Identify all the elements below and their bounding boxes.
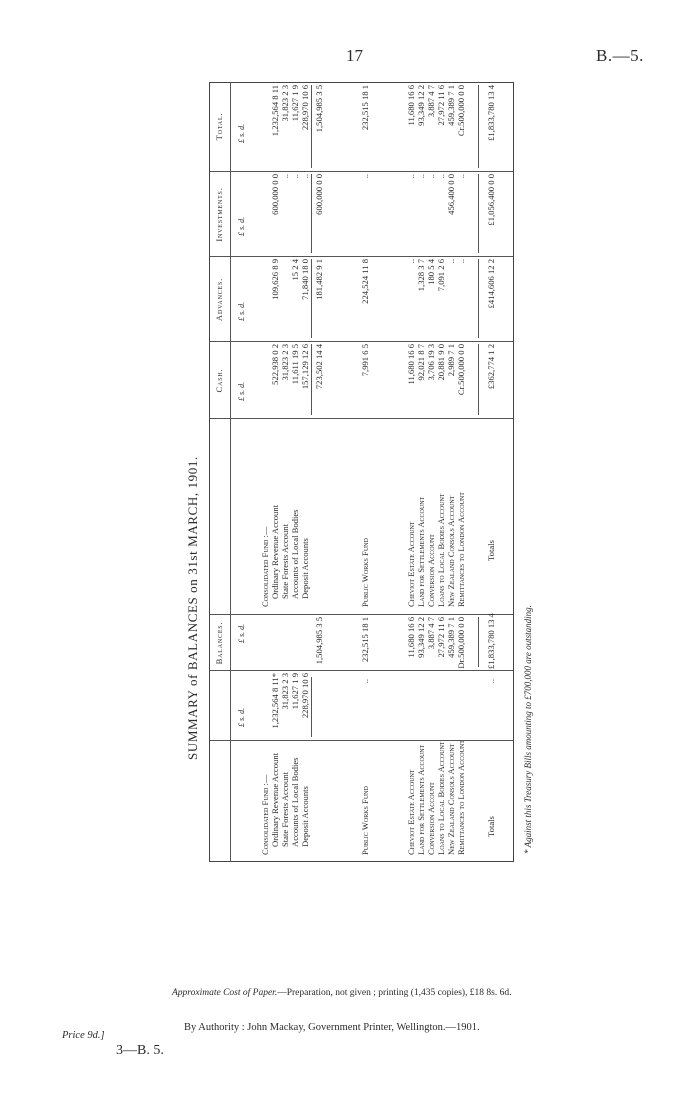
cash-cell: 31,823 2 3 — [280, 344, 290, 381]
column-rule — [210, 418, 513, 419]
investments-cell: .. — [406, 174, 416, 179]
cash-cell: 522,938 0 2 — [270, 344, 280, 385]
money-units: £ s. d. — [237, 381, 246, 401]
header-cash: Cash. — [214, 368, 224, 393]
amount-cell: 1,232,564 8 11* — [270, 673, 280, 729]
advances-cell: 7,091 2 6 — [436, 259, 446, 292]
investments-cell: 600,000 0 0 — [314, 174, 324, 215]
balance-cell: 11,680 16 6 — [406, 617, 416, 658]
balance-cell: 27,972 11 6 — [436, 617, 446, 658]
row-label: Accounts of Local Bodies — [290, 509, 300, 599]
document-reference: B.—5. — [596, 46, 644, 65]
cash-cell: 7,991 6 5 — [360, 344, 370, 377]
total-cell: 3,887 4 7 — [426, 85, 436, 118]
advances-cell: .. — [446, 259, 456, 264]
advances-cell: .. — [406, 259, 416, 264]
header-total: Total. — [214, 112, 224, 141]
row-label: Public Works Fund — [360, 786, 370, 855]
totals-rule — [478, 617, 479, 667]
total-cell: 11,680 16 6 — [406, 85, 416, 126]
totals-rule — [478, 174, 479, 253]
advances-cell: 71,840 18 0 — [300, 259, 310, 300]
cash-cell: 157,129 12 6 — [300, 344, 310, 390]
header-advances: Advances. — [214, 277, 224, 322]
balance-cell: 1,504,985 3 5 — [314, 617, 324, 665]
advances-cell: 15 2 4 — [290, 259, 300, 281]
row-label: Conversion Account — [426, 534, 436, 607]
investments-cell: 600,000 0 0 — [270, 174, 280, 215]
row-label: Conversion Account — [426, 782, 436, 855]
total-cell: 1,232,564 8 11 — [270, 85, 280, 137]
subtotal-rule — [311, 677, 312, 737]
approx-cost-label: Approximate Cost of Paper. — [172, 988, 278, 998]
total-cell: 459,389 7 1 — [446, 85, 456, 126]
approx-cost-text: —Preparation, not given ; printing (1,435 copies), £18 8s. 6d. — [277, 988, 512, 998]
cash-cell: Cr.500,000 0 0 — [456, 344, 466, 396]
amount-cell: 11,627 1 9 — [290, 673, 300, 710]
investments-cell: .. — [360, 174, 370, 179]
consolidated-heading: Consolidated Fund :— — [260, 774, 270, 855]
totals-rule — [478, 344, 479, 415]
advances-cell: 224,524 11 8 — [360, 259, 370, 304]
row-label: New Zealand Consols Account — [446, 495, 456, 607]
balance-cell: 232,515 18 1 — [360, 617, 370, 663]
row-label: Public Works Fund — [360, 538, 370, 607]
cash-cell: 20,881 9 0 — [436, 344, 446, 381]
approximate-cost — [172, 988, 512, 998]
row-label: Land for Settlements Account — [416, 744, 426, 855]
footnote-block — [523, 605, 533, 854]
consolidated-heading: Consolidated Fund :— — [260, 526, 270, 607]
row-label: Ordinary Revenue Account — [270, 752, 280, 847]
column-rule — [210, 171, 513, 172]
advances-cell: £414,606 12 2 — [486, 259, 496, 309]
investments-cell: .. — [290, 174, 300, 179]
price-label: Price 9d.] — [62, 1030, 105, 1041]
row-label: Remittances to London Account — [456, 740, 466, 855]
investments-cell: 456,400 0 0 — [446, 174, 456, 215]
row-label: Cheviot Estate Account — [406, 521, 416, 607]
amount-cell: .. — [486, 679, 496, 684]
authority-line: By Authority : John Mackay, Government Printer, Wellington.—1901. — [184, 1022, 480, 1033]
investments-cell: .. — [426, 174, 436, 179]
money-units: £ s. d. — [237, 301, 246, 321]
subtotal-rule — [311, 344, 312, 415]
investments-cell: £1,056,400 0 0 — [486, 174, 496, 226]
cash-cell: 2,989 7 1 — [446, 344, 456, 377]
row-label: Deposit Accounts — [300, 538, 310, 599]
totals-rule — [478, 85, 479, 168]
amount-cell: 31,823 2 3 — [280, 673, 290, 710]
subtotal-rule — [311, 259, 312, 338]
row-label: Loans to Local Bodies Account — [436, 741, 446, 855]
totals-label: Totals — [486, 816, 496, 837]
title-block — [185, 456, 201, 760]
subtotal-rule — [311, 85, 312, 168]
advances-cell: .. — [456, 259, 466, 264]
balance-cell: Dr.500,000 0 0 — [456, 617, 466, 669]
row-label: New Zealand Consols Account — [446, 743, 456, 855]
investments-cell: .. — [280, 174, 290, 179]
advances-cell: 109,626 8 9 — [270, 259, 280, 300]
money-units: £ s. d. — [237, 123, 246, 143]
footnote: * Against this Treasury Bills amounting to £700,000 are outstanding. — [523, 605, 533, 854]
row-label: Accounts of Local Bodies — [290, 757, 300, 847]
subtotal-rule — [311, 174, 312, 253]
row-label: Cheviot Estate Account — [406, 769, 416, 855]
cash-cell: 11,611 19 5 — [290, 344, 300, 385]
total-cell: 232,515 18 1 — [360, 85, 370, 131]
column-rule — [210, 341, 513, 342]
advances-cell: 180 5 4 — [426, 259, 436, 285]
total-cell: Cr.500,000 0 0 — [456, 85, 466, 137]
total-cell: 11,627 1 9 — [290, 85, 300, 122]
balance-cell: 3,887 4 7 — [426, 617, 436, 650]
advances-cell: 1,328 3 7 — [416, 259, 426, 292]
cash-cell: 723,502 14 4 — [314, 344, 324, 390]
row-label: Ordinary Revenue Account — [270, 504, 280, 599]
money-units: £ s. d. — [237, 216, 246, 236]
signature-mark: 3—B. 5. — [116, 1043, 164, 1058]
column-rule — [210, 740, 513, 741]
row-label: Land for Settlements Account — [416, 496, 426, 607]
amount-cell: 228,970 10 6 — [300, 673, 310, 719]
cash-cell: 3,706 19 3 — [426, 344, 436, 381]
investments-cell: .. — [416, 174, 426, 179]
header-investments: Investments. — [214, 187, 224, 242]
page-number: 17 — [346, 46, 363, 65]
summary-table — [209, 82, 514, 862]
row-label: Deposit Accounts — [300, 786, 310, 847]
money-units: £ s. d. — [237, 707, 246, 727]
column-rule — [210, 614, 513, 615]
total-cell: 1,504,985 3 5 — [314, 85, 324, 133]
investments-cell: .. — [436, 174, 446, 179]
cash-cell: 92,021 8 7 — [416, 344, 426, 381]
row-label: Loans to Local Bodies Account — [436, 493, 446, 607]
summary-table-block — [209, 82, 514, 862]
row-label: State Forests Account — [280, 772, 290, 847]
total-cell: £1,833,780 13 4 — [486, 85, 496, 141]
cash-cell: £362,774 1 2 — [486, 344, 496, 390]
column-rule — [210, 670, 513, 671]
balance-cell: 459,389 7 1 — [446, 617, 456, 658]
advances-cell: 181,482 9 1 — [314, 259, 324, 300]
header-rule — [230, 83, 231, 861]
total-cell: 93,349 12 2 — [416, 85, 426, 126]
row-label: Remittances to London Account — [456, 492, 466, 607]
total-cell: 31,823 2 3 — [280, 85, 290, 122]
money-units: £ s. d. — [237, 623, 246, 643]
column-rule — [210, 256, 513, 257]
amount-cell: .. — [360, 679, 370, 684]
totals-label: Totals — [486, 540, 496, 561]
total-cell: 228,970 10 6 — [300, 85, 310, 131]
cash-cell: 11,680 16 6 — [406, 344, 416, 385]
balance-cell: £1,833,780 13 4 — [486, 613, 496, 669]
investments-cell: .. — [300, 174, 310, 179]
balance-cell: 93,349 12 2 — [416, 617, 426, 658]
total-cell: 27,972 11 6 — [436, 85, 446, 126]
totals-rule — [478, 259, 479, 338]
header-balances: Balances. — [214, 621, 224, 665]
row-label: State Forests Account — [280, 524, 290, 599]
investments-cell: .. — [456, 174, 466, 179]
page-title: SUMMARY of BALANCES on 31st MARCH, 1901. — [185, 456, 200, 760]
